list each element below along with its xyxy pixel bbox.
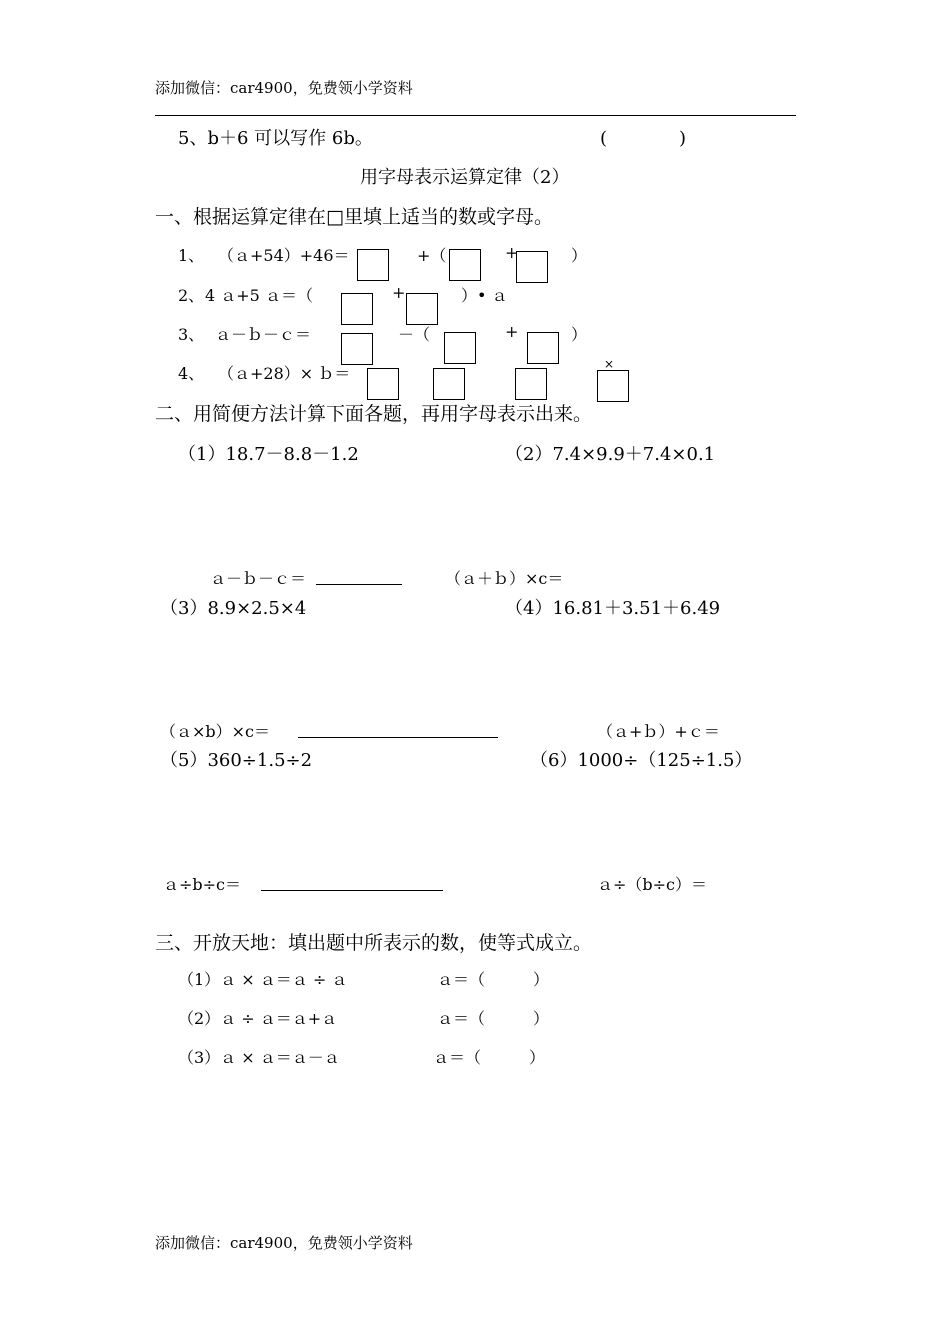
open-row-1-equation: （1）ａ × ａ＝ａ ÷ ａ [178,970,348,989]
part3-heading: 三、开放天地：填出题中所表示的数，使等式成立。 [155,932,593,954]
q3-close: ） [571,325,588,344]
q1-expression: （ａ+54）+46＝ [218,246,350,265]
q1-plus: + [505,243,519,262]
q3-plus: + [505,322,519,341]
q4-answer-box-4[interactable] [597,370,629,402]
q1-number: 1、 [178,246,205,265]
open-row-2-answer: ａ＝（ ） [437,1009,550,1028]
problem-4: （4）16.81＋3.51＋6.49 [505,598,721,619]
q3-expression: ａ－ｂ－ｃ＝ [215,325,312,344]
part1-heading: 一、根据运算定律在□里填上适当的数或字母。 [155,206,553,228]
formula-3-blank[interactable] [298,737,498,738]
q3-number: 3、 [178,325,205,344]
q4-answer-box-1[interactable] [367,368,399,400]
header-rule [155,115,796,116]
q1-answer-box-1[interactable] [357,249,389,281]
q2-number: 2、 [178,286,205,305]
q4-times-mark: × [604,357,615,371]
formula-4-label: （ａ+ｂ）+ｃ＝ [597,722,720,741]
q1-close: ） [571,246,588,265]
page-header: 添加微信：car4900，免费领小学资料 [155,79,413,97]
open-row-3-equation: （3）ａ × ａ＝ａ－ａ [178,1048,340,1067]
formula-5-label: ａ÷b÷c＝ [163,875,242,894]
q2-plus: + [392,283,406,302]
q2-close: ）• ａ [461,286,508,305]
top-item-answer: ( ) [600,128,687,149]
q2-expression: 4 ａ+5 ａ＝（ [205,286,313,305]
q3-answer-box-3[interactable] [527,332,559,364]
page-title: 用字母表示运算定律（2） [360,167,570,188]
q4-answer-box-3[interactable] [515,368,547,400]
problem-6: （6）1000÷（125÷1.5） [530,750,753,771]
problem-5: （5）360÷1.5÷2 [160,750,313,771]
formula-3-label: （ａ×b）×c＝ [160,722,271,741]
formula-1-blank[interactable] [316,584,402,585]
q2-answer-box-2[interactable] [406,293,438,325]
open-row-1-answer: ａ＝（ ） [437,970,550,989]
q3-answer-box-2[interactable] [444,332,476,364]
q4-expression: （ａ+28）× ｂ＝ [218,364,351,383]
problem-1: （1）18.7－8.8－1.2 [178,444,359,465]
page-footer: 添加微信：car4900，免费领小学资料 [155,1234,413,1252]
top-item-text: 5、b＋6 可以写作 6b。 [178,128,373,149]
q1-answer-box-2[interactable] [449,249,481,281]
q2-answer-box-1[interactable] [341,293,373,325]
q3-minus-open: －（ [398,325,431,344]
open-row-2-equation: （2）ａ ÷ ａ＝ａ+ａ [178,1009,338,1028]
q1-answer-box-3[interactable] [516,251,548,283]
problem-2: （2）7.4×9.9＋7.4×0.1 [505,444,716,465]
open-row-3-answer: ａ＝（ ） [433,1048,546,1067]
part2-heading: 二、用简便方法计算下面各题，再用字母表示出来。 [155,403,593,425]
q4-number: 4、 [178,364,205,383]
formula-5-blank[interactable] [261,890,443,891]
problem-3: （3）8.9×2.5×4 [160,598,307,619]
q4-answer-box-2[interactable] [433,368,465,400]
formula-1-label: ａ－ｂ－ｃ＝ [210,569,307,588]
formula-6-label: ａ÷（b÷c）＝ [597,875,708,894]
q1-plus-open: +（ [417,246,447,265]
formula-2-label: （ａ＋ｂ）×c＝ [445,569,564,588]
